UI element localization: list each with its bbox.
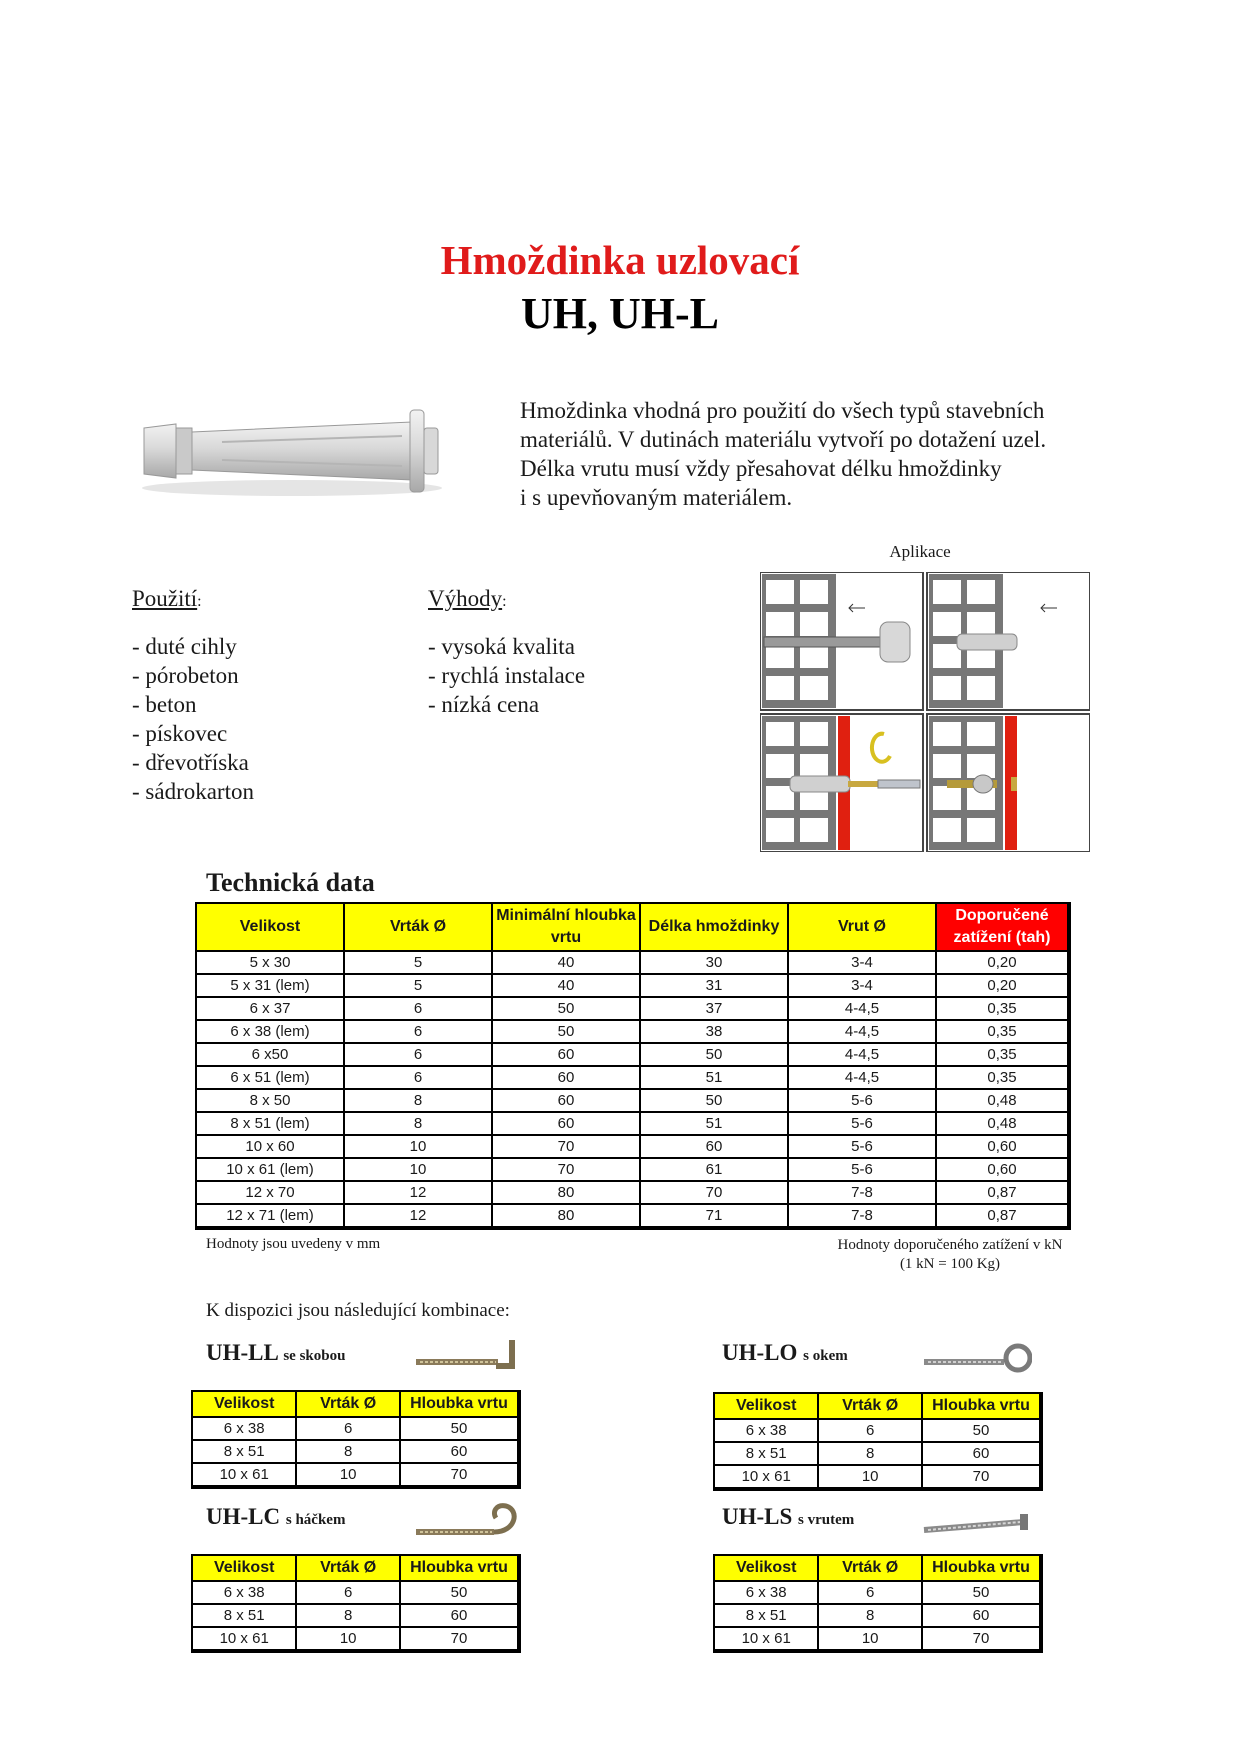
table-cell: 5 bbox=[344, 974, 492, 997]
table-cell: 4-4,5 bbox=[788, 1020, 936, 1043]
application-step bbox=[927, 714, 1090, 852]
application-step bbox=[760, 714, 923, 852]
col-header: Vrták Ø bbox=[818, 1393, 922, 1419]
table-cell: 8 x 51 bbox=[714, 1442, 818, 1465]
tech-data-title: Technická data bbox=[206, 868, 375, 897]
load-note-line: (1 kN = 100 Kg) bbox=[899, 1256, 1001, 1272]
table-cell: 10 x 61 bbox=[192, 1627, 296, 1651]
table-cell: 10 x 60 bbox=[196, 1135, 344, 1158]
table-cell: 8 bbox=[344, 1089, 492, 1112]
list-item: - vysoká kvalita bbox=[428, 634, 575, 659]
application-illustration bbox=[760, 572, 1090, 852]
combo-code: UH-LC bbox=[206, 1504, 281, 1529]
table-cell: 4-4,5 bbox=[788, 1066, 936, 1089]
table-cell: 12 bbox=[344, 1204, 492, 1228]
table-row bbox=[714, 1442, 1041, 1465]
col-header: Doporučené zatížení (tah) bbox=[936, 903, 1069, 951]
table-cell: 71 bbox=[640, 1204, 788, 1228]
table-row bbox=[192, 1604, 519, 1627]
table-cell: 8 bbox=[818, 1604, 922, 1627]
table-cell: 6 x 38 bbox=[714, 1581, 818, 1604]
table-cell: 50 bbox=[640, 1043, 788, 1066]
table-row bbox=[192, 1581, 519, 1604]
advantages-heading: Výhody: bbox=[428, 586, 507, 611]
table-row bbox=[714, 1419, 1041, 1442]
table-row bbox=[196, 1204, 1069, 1228]
table-cell: 0,35 bbox=[936, 1043, 1069, 1066]
application-step bbox=[760, 572, 923, 710]
table-cell: 50 bbox=[400, 1581, 519, 1604]
table-cell: 70 bbox=[922, 1627, 1041, 1651]
table-cell: 37 bbox=[640, 997, 788, 1020]
col-header: Hloubka vrtu bbox=[400, 1555, 519, 1581]
combo-table bbox=[191, 1390, 521, 1489]
table-row bbox=[196, 1089, 1069, 1112]
table-cell: 50 bbox=[400, 1417, 519, 1440]
table-cell: 6 bbox=[296, 1417, 400, 1440]
table-cell: 6 bbox=[344, 1043, 492, 1066]
table-cell: 6 x 38 bbox=[714, 1419, 818, 1442]
table-cell: 10 x 61 (lem) bbox=[196, 1158, 344, 1181]
table-cell: 0,60 bbox=[936, 1135, 1069, 1158]
application-step bbox=[927, 572, 1090, 710]
table-cell: 6 bbox=[344, 1066, 492, 1089]
table-cell: 80 bbox=[492, 1204, 640, 1228]
table-row bbox=[192, 1440, 519, 1463]
table-cell: 0,20 bbox=[936, 974, 1069, 997]
table-cell: 60 bbox=[640, 1135, 788, 1158]
combos-intro: K dispozici jsou následující kombinace: bbox=[206, 1300, 510, 1321]
list-item: - pórobeton bbox=[132, 663, 239, 688]
table-cell: 6 x 51 (lem) bbox=[196, 1066, 344, 1089]
table-cell: 70 bbox=[492, 1158, 640, 1181]
table-cell: 6 bbox=[344, 1020, 492, 1043]
anchor-product-image bbox=[132, 398, 452, 502]
product-code-title: UH, UH-L bbox=[521, 289, 719, 338]
table-cell: 40 bbox=[492, 951, 640, 974]
table-cell: 60 bbox=[400, 1440, 519, 1463]
table-cell: 40 bbox=[492, 974, 640, 997]
table-cell: 70 bbox=[640, 1181, 788, 1204]
table-cell: 51 bbox=[640, 1066, 788, 1089]
col-header: Vrták Ø bbox=[296, 1391, 400, 1417]
table-row bbox=[192, 1463, 519, 1487]
col-header: Hloubka vrtu bbox=[922, 1393, 1041, 1419]
table-row bbox=[196, 1135, 1069, 1158]
application-label: Aplikace bbox=[889, 542, 951, 561]
combo-title bbox=[206, 1504, 345, 1530]
table-cell: 0,35 bbox=[936, 1020, 1069, 1043]
table-cell: 6 bbox=[296, 1581, 400, 1604]
table-row bbox=[196, 997, 1069, 1020]
intro-line: i s upevňovaným materiálem. bbox=[520, 485, 793, 510]
table-cell: 60 bbox=[922, 1442, 1041, 1465]
table-cell: 60 bbox=[922, 1604, 1041, 1627]
table-cell: 10 x 61 bbox=[714, 1465, 818, 1489]
combo-title bbox=[722, 1340, 848, 1366]
table-cell: 0,87 bbox=[936, 1181, 1069, 1204]
table-cell: 0,35 bbox=[936, 1066, 1069, 1089]
table-row bbox=[196, 951, 1069, 974]
hook-c-screw-icon bbox=[412, 1502, 524, 1542]
intro-line: materiálů. V dutinách materiálu vytvoří po dotažení uzel. bbox=[520, 427, 1047, 452]
table-cell: 80 bbox=[492, 1181, 640, 1204]
table-cell: 50 bbox=[492, 997, 640, 1020]
table-cell: 0,48 bbox=[936, 1089, 1069, 1112]
table-cell: 60 bbox=[492, 1043, 640, 1066]
combo-suffix: s vrutem bbox=[798, 1512, 855, 1528]
table-cell: 6 bbox=[344, 997, 492, 1020]
table-cell: 6 x 38 bbox=[192, 1417, 296, 1440]
list-item: - rychlá instalace bbox=[428, 663, 586, 688]
load-note bbox=[760, 1236, 1140, 1274]
table-cell: 51 bbox=[640, 1112, 788, 1135]
table-cell: 60 bbox=[492, 1066, 640, 1089]
table-cell: 6 x50 bbox=[196, 1043, 344, 1066]
table-cell: 12 x 70 bbox=[196, 1181, 344, 1204]
col-header: Velikost bbox=[192, 1391, 296, 1417]
list-item: - sádrokarton bbox=[132, 779, 254, 804]
col-header: Hloubka vrtu bbox=[922, 1555, 1041, 1581]
table-row bbox=[196, 1112, 1069, 1135]
combo-title bbox=[206, 1340, 345, 1366]
table-cell: 6 x 38 bbox=[192, 1581, 296, 1604]
table-cell: 8 bbox=[296, 1440, 400, 1463]
table-cell: 12 bbox=[344, 1181, 492, 1204]
col-header: Velikost bbox=[714, 1393, 818, 1419]
combo-table bbox=[713, 1392, 1043, 1491]
table-row bbox=[714, 1581, 1041, 1604]
table-row bbox=[196, 1181, 1069, 1204]
combo-table bbox=[713, 1554, 1043, 1653]
table-cell: 10 x 61 bbox=[714, 1627, 818, 1651]
table-cell: 5 x 31 (lem) bbox=[196, 974, 344, 997]
combo-code: UH-LO bbox=[722, 1340, 798, 1365]
table-cell: 5-6 bbox=[788, 1112, 936, 1135]
table-row bbox=[196, 974, 1069, 997]
table-cell: 0,60 bbox=[936, 1158, 1069, 1181]
list-item: - beton bbox=[132, 692, 197, 717]
table-cell: 8 x 51 bbox=[714, 1604, 818, 1627]
advantages-list bbox=[428, 632, 585, 719]
table-cell: 38 bbox=[640, 1020, 788, 1043]
table-cell: 5 x 30 bbox=[196, 951, 344, 974]
screw-icon bbox=[920, 1502, 1032, 1542]
table-cell: 0,87 bbox=[936, 1204, 1069, 1228]
combo-suffix: s háčkem bbox=[285, 1512, 346, 1528]
table-cell: 50 bbox=[492, 1020, 640, 1043]
col-header: Vrták Ø bbox=[344, 903, 492, 951]
eye-screw-icon bbox=[920, 1336, 1032, 1376]
table-cell: 5-6 bbox=[788, 1158, 936, 1181]
table-cell: 5-6 bbox=[788, 1089, 936, 1112]
table-row bbox=[192, 1627, 519, 1651]
load-note-line: Hodnoty doporučeného zatížení v kN bbox=[837, 1237, 1063, 1253]
table-cell: 6 bbox=[818, 1419, 922, 1442]
table-cell: 6 x 37 bbox=[196, 997, 344, 1020]
table-cell: 61 bbox=[640, 1158, 788, 1181]
table-cell: 70 bbox=[922, 1465, 1041, 1489]
combo-code: UH-LS bbox=[722, 1504, 793, 1529]
table-cell: 3-4 bbox=[788, 974, 936, 997]
col-header: Délka hmoždinky bbox=[640, 903, 788, 951]
table-cell: 10 bbox=[296, 1463, 400, 1487]
table-cell: 70 bbox=[400, 1463, 519, 1487]
col-header: Vrut Ø bbox=[788, 903, 936, 951]
table-cell: 8 x 51 (lem) bbox=[196, 1112, 344, 1135]
intro-line: Hmoždinka vhodná pro použití do všech typů stavebních bbox=[520, 398, 1045, 423]
table-cell: 30 bbox=[640, 951, 788, 974]
table-cell: 0,35 bbox=[936, 997, 1069, 1020]
table-cell: 4-4,5 bbox=[788, 1043, 936, 1066]
table-row bbox=[714, 1465, 1041, 1489]
col-header: Velikost bbox=[192, 1555, 296, 1581]
table-cell: 60 bbox=[400, 1604, 519, 1627]
table-cell: 10 bbox=[344, 1158, 492, 1181]
combo-suffix: s okem bbox=[803, 1348, 848, 1364]
table-cell: 8 x 51 bbox=[192, 1440, 296, 1463]
usage-list bbox=[132, 632, 254, 806]
units-note: Hodnoty jsou uvedeny v mm bbox=[206, 1236, 381, 1252]
hook-l-screw-icon bbox=[412, 1336, 524, 1376]
col-header: Vrták Ø bbox=[296, 1555, 400, 1581]
table-cell: 10 bbox=[818, 1465, 922, 1489]
combo-table bbox=[191, 1554, 521, 1653]
table-cell: 3-4 bbox=[788, 951, 936, 974]
list-item: - pískovec bbox=[132, 721, 228, 746]
table-cell: 31 bbox=[640, 974, 788, 997]
table-cell: 10 bbox=[344, 1135, 492, 1158]
intro-text bbox=[520, 396, 1120, 512]
table-cell: 60 bbox=[492, 1112, 640, 1135]
table-cell: 10 x 61 bbox=[192, 1463, 296, 1487]
table-row bbox=[196, 1158, 1069, 1181]
list-item: - nízká cena bbox=[428, 692, 540, 717]
col-header: Velikost bbox=[714, 1555, 818, 1581]
table-row bbox=[196, 1043, 1069, 1066]
list-item: - duté cihly bbox=[132, 634, 237, 659]
table-cell: 70 bbox=[492, 1135, 640, 1158]
table-cell: 70 bbox=[400, 1627, 519, 1651]
table-cell: 60 bbox=[492, 1089, 640, 1112]
col-header: Velikost bbox=[196, 903, 344, 951]
combo-title bbox=[722, 1504, 854, 1530]
table-row bbox=[196, 1020, 1069, 1043]
table-cell: 6 x 38 (lem) bbox=[196, 1020, 344, 1043]
table-cell: 10 bbox=[296, 1627, 400, 1651]
table-cell: 5 bbox=[344, 951, 492, 974]
col-header: Hloubka vrtu bbox=[400, 1391, 519, 1417]
table-cell: 8 x 50 bbox=[196, 1089, 344, 1112]
table-cell: 7-8 bbox=[788, 1181, 936, 1204]
table-row bbox=[196, 1066, 1069, 1089]
table-cell: 10 bbox=[818, 1627, 922, 1651]
col-header: Minimální hloubka vrtu bbox=[492, 903, 640, 951]
table-row bbox=[192, 1417, 519, 1440]
table-cell: 4-4,5 bbox=[788, 997, 936, 1020]
combo-code: UH-LL bbox=[206, 1340, 278, 1365]
table-cell: 50 bbox=[922, 1581, 1041, 1604]
table-cell: 7-8 bbox=[788, 1204, 936, 1228]
table-cell: 0,48 bbox=[936, 1112, 1069, 1135]
tech-data-table bbox=[195, 902, 1071, 1230]
intro-line: Délka vrutu musí vždy přesahovat délku hmoždinky bbox=[520, 456, 1002, 481]
table-cell: 5-6 bbox=[788, 1135, 936, 1158]
page-title: Hmoždinka uzlovací bbox=[440, 237, 800, 283]
table-row bbox=[714, 1604, 1041, 1627]
table-cell: 8 x 51 bbox=[192, 1604, 296, 1627]
table-cell: 8 bbox=[818, 1442, 922, 1465]
table-cell: 0,20 bbox=[936, 951, 1069, 974]
table-cell: 50 bbox=[640, 1089, 788, 1112]
table-row bbox=[714, 1627, 1041, 1651]
table-cell: 50 bbox=[922, 1419, 1041, 1442]
table-cell: 8 bbox=[296, 1604, 400, 1627]
list-item: - dřevotříska bbox=[132, 750, 249, 775]
usage-heading: Použití: bbox=[132, 586, 202, 611]
col-header: Vrták Ø bbox=[818, 1555, 922, 1581]
table-cell: 8 bbox=[344, 1112, 492, 1135]
combo-suffix: se skobou bbox=[283, 1348, 346, 1364]
table-cell: 6 bbox=[818, 1581, 922, 1604]
table-cell: 12 x 71 (lem) bbox=[196, 1204, 344, 1228]
